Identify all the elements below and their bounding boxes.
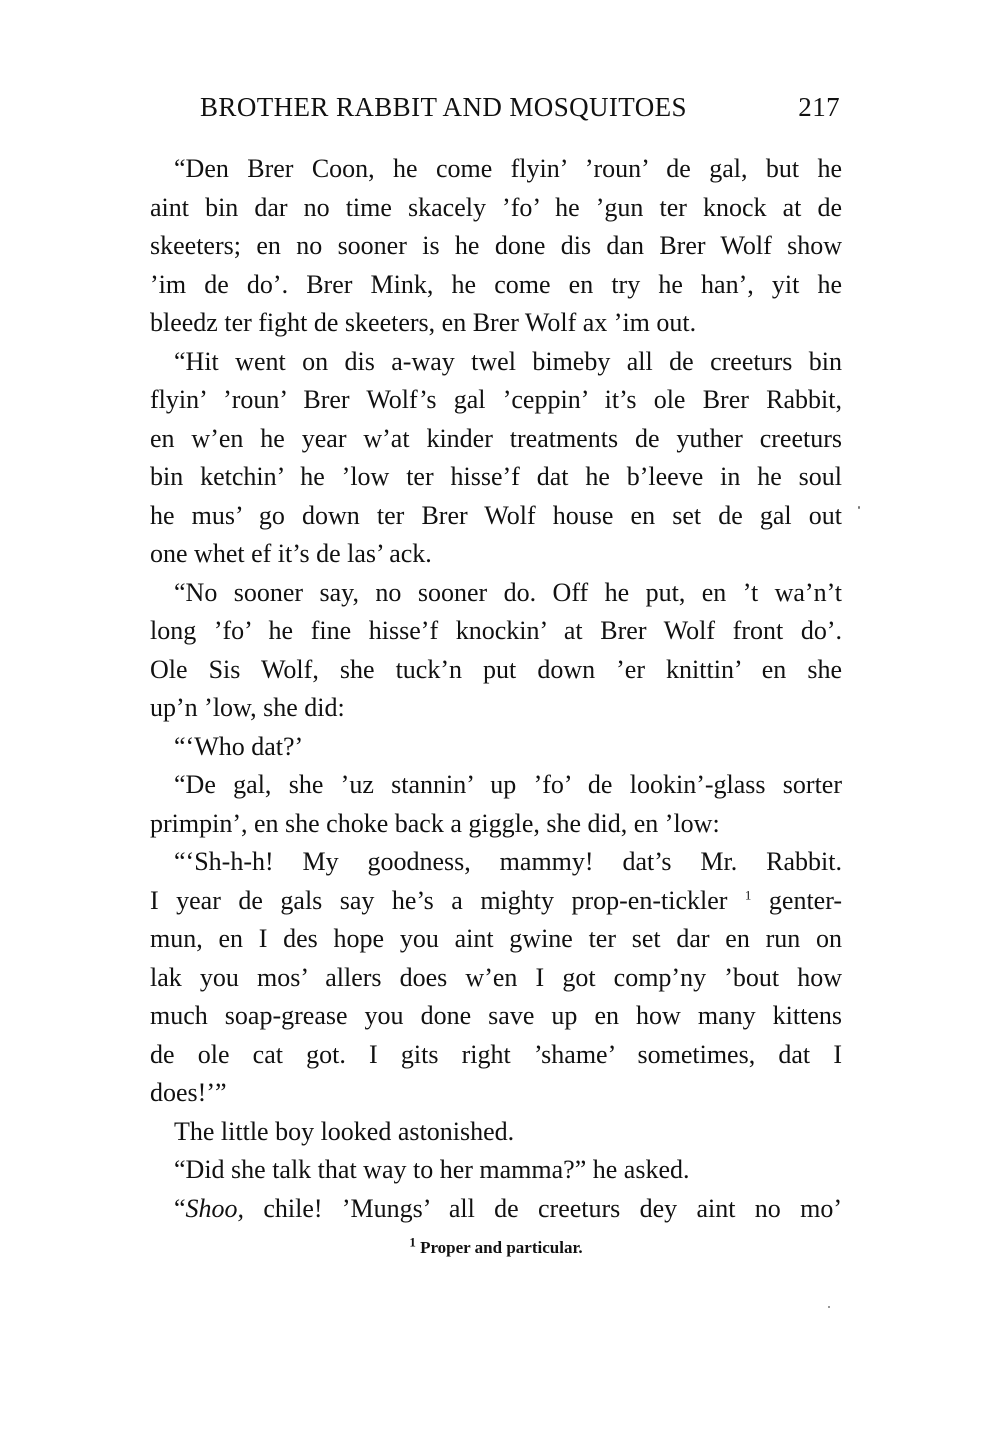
text-line: Ole Sis Wolf, she tuck’n put down ’er knittin’ en she (150, 654, 842, 684)
running-head-title: BROTHER RABBIT AND MOSQUITOES (200, 92, 687, 122)
footnote-marker: 1 (409, 1234, 416, 1250)
footnote-text: Proper and particular. (420, 1238, 583, 1257)
text-line: he mus’ go down ter Brer Wolf house en set de gal out (150, 500, 842, 530)
footnote (150, 1234, 842, 1258)
text-line: lak you mos’ allers does w’en I got comp’ny ’bout how (150, 962, 842, 992)
italic-word: Shoo, (185, 1193, 245, 1223)
text-fragment: genter- (768, 885, 842, 915)
text-line: primpin’, en she choke back a giggle, she did, en ’low: (150, 808, 720, 838)
text-fragment: “ (174, 1193, 186, 1223)
text-fragment: I year de gals say he’s a mighty prop-en-tickler (150, 885, 728, 915)
text-line: long ’fo’ he fine hisse’f knockin’ at Brer Wolf front do’. (150, 616, 842, 645)
text-line: The little boy looked astonished. (174, 1116, 515, 1146)
text-line: mun, en I des hope you aint gwine ter set dar en run on (150, 924, 842, 953)
text-line (150, 882, 842, 921)
page-number: 217 (798, 92, 840, 122)
text-line: bleedz ter fight de skeeters, en Brer Wolf ax ’im out. (150, 308, 697, 337)
text-line (150, 1190, 842, 1229)
text-line: en w’en he year w’at kinder treatments de yuther creeturs (150, 423, 842, 453)
text-fragment: chile! ’Mungs’ all de creeturs dey aint no mo’ (263, 1193, 842, 1223)
text-line: “Hit went on dis a-way twel bimeby all de creeturs bin (174, 346, 842, 376)
text-line: de ole cat got. I gits right ’shame’ sometimes, dat I (150, 1039, 842, 1069)
footnote-reference: 1 (744, 886, 752, 902)
text-line: ’im de do’. Brer Mink, he come en try he han’, yit he (150, 269, 842, 299)
scan-speck (828, 1306, 830, 1308)
text-line: aint bin dar no time skacely ’fo’ he ’gun ter knock at de (150, 192, 842, 222)
text-line: “No sooner say, no sooner do. Off he put, en ’t wa’n’t (174, 577, 842, 607)
text-line: “De gal, she ’uz stannin’ up ’fo’ de lookin’-glass sorter (174, 770, 842, 799)
text-line: much soap-grease you done save up en how many kittens (150, 1001, 842, 1030)
text-line: up’n ’low, she did: (150, 693, 345, 722)
scan-speck (858, 506, 860, 509)
text-line: flyin’ ’roun’ Brer Wolf’s gal ’ceppin’ it’s ole Brer Rabbit, (150, 385, 842, 414)
text-line: “‘Who dat?’ (174, 731, 304, 761)
body-text (150, 150, 842, 1228)
text-line: one whet ef it’s de las’ ack. (150, 539, 432, 568)
text-line: “Did she talk that way to her mamma?” he asked. (174, 1155, 690, 1184)
text-line: does!’” (150, 1078, 227, 1107)
text-line: “Den Brer Coon, he come flyin’ ’roun’ de gal, but he (174, 154, 842, 183)
running-head (200, 92, 840, 132)
text-line: skeeters; en no sooner is he done dis dan Brer Wolf show (150, 231, 842, 260)
text-line: bin ketchin’ he ’low ter hisse’f dat he b’leeve in he soul (150, 462, 842, 491)
text-line: “‘Sh-h-h! My goodness, mammy! dat’s Mr. Rabbit. (174, 847, 842, 876)
